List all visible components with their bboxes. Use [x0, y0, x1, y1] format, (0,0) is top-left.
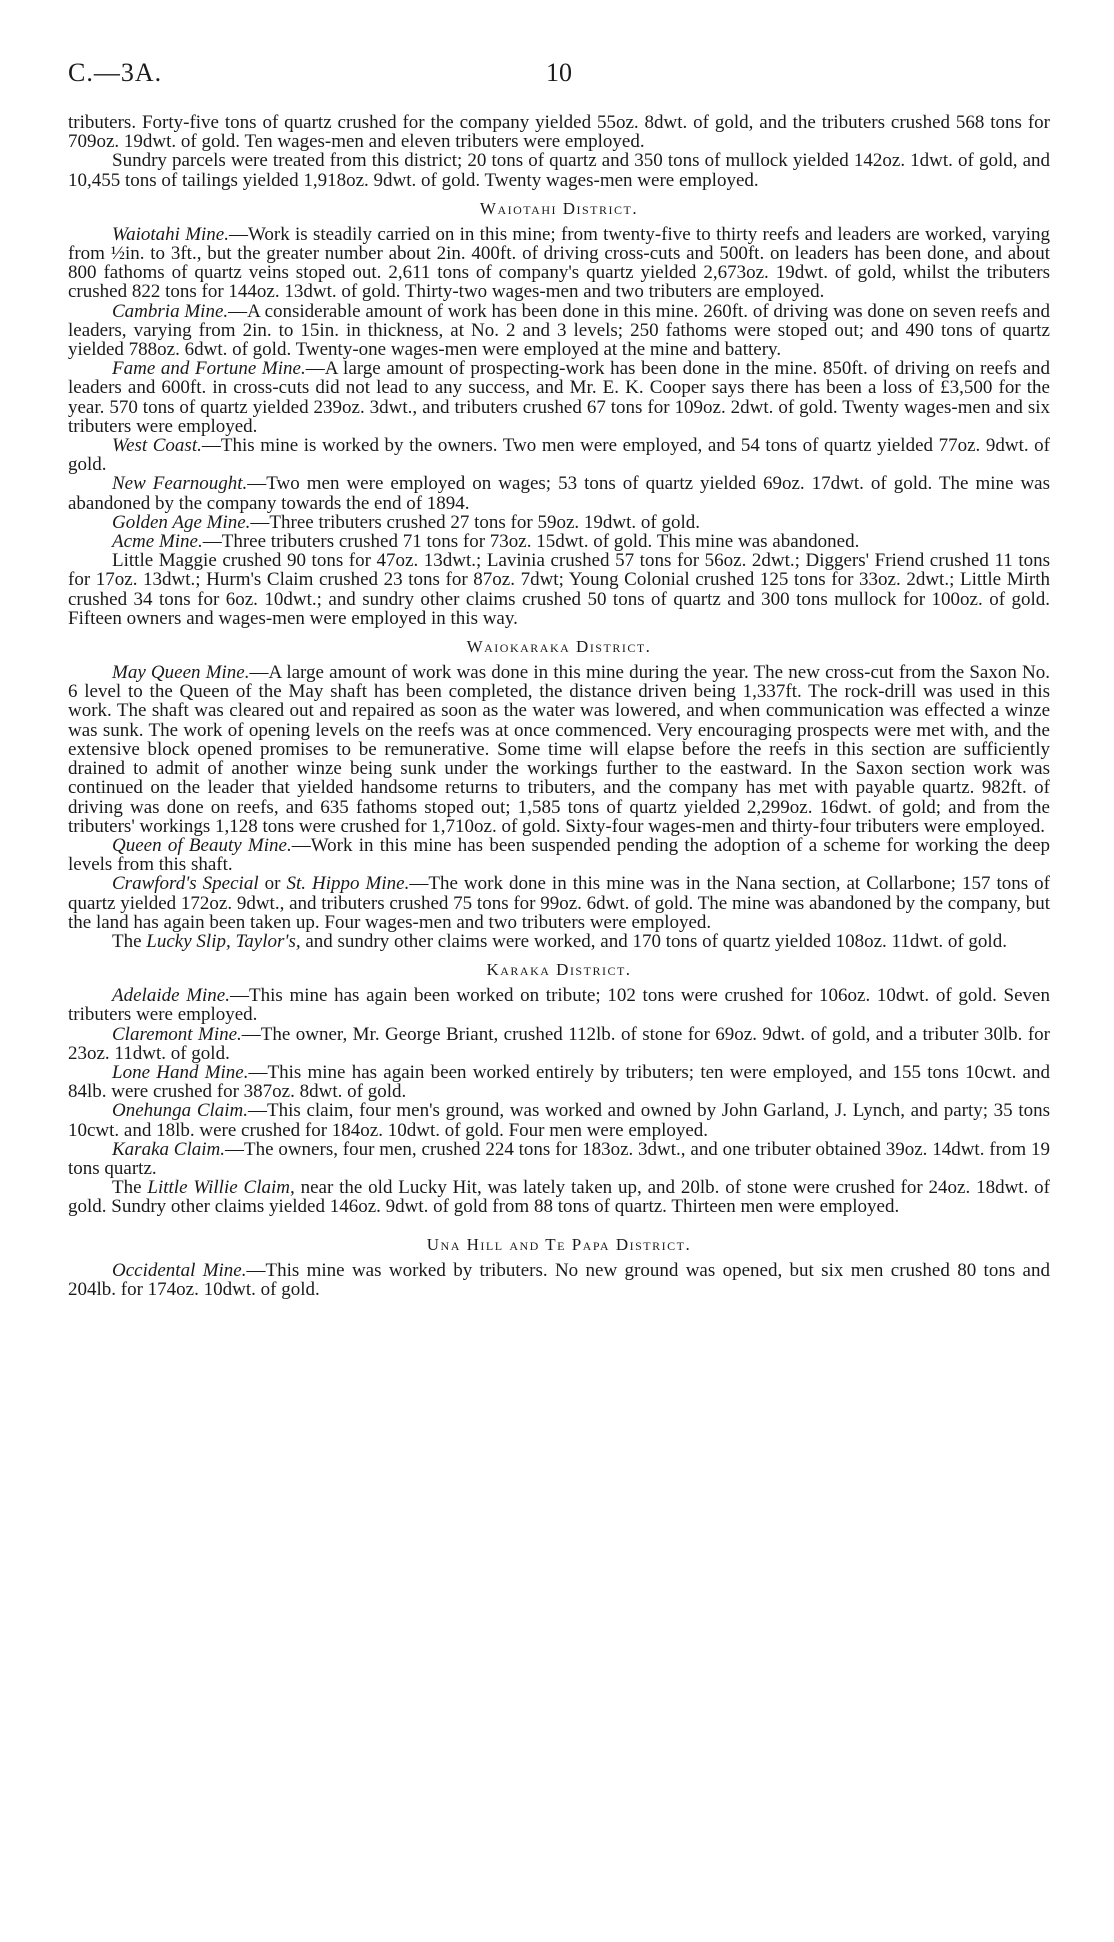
paragraph	[68, 1140, 1050, 1178]
section-heading: Waiotahi District.	[479, 198, 639, 218]
paragraph-text: —Work in this mine has been suspended pending the adoption of a scheme for working the deep levels from this shaft.	[68, 834, 1051, 876]
document-reference: C.—3A.	[68, 58, 163, 87]
paragraph	[68, 551, 1050, 628]
mine-name: Waiotahi Mine.	[112, 223, 229, 245]
paragraph	[68, 663, 1050, 836]
paragraph	[68, 359, 1050, 436]
paragraph	[68, 836, 1050, 874]
document-body	[68, 113, 1050, 1299]
mine-name: Cambria Mine.	[112, 300, 229, 322]
paragraph-text: and sundry other claims were worked, and 170 tons of quartz yielded 108oz. 11dwt. of gold.	[300, 930, 1007, 952]
paragraph	[68, 1025, 1050, 1063]
paragraph	[68, 1261, 1050, 1299]
paragraph-text: —This mine has again been worked on tribute; 102 tons were crushed for 106oz. 10dwt. of gold. Seven tributers were employed.	[68, 985, 1050, 1026]
paragraph-text: near the old Lucky Hit, was lately taken up, and 20lb. of stone were crushed for 24oz. 18dwt. of gold. Sundry other claims yielded 146oz. 9dwt. of gold from 88 tons of quartz. Thirteen men were employed.	[68, 1177, 1050, 1218]
paragraph	[68, 1063, 1050, 1101]
paragraph-text: —A large amount of work was done in this mine during the year. The new cross-cut from the Saxon No. 6 level to the Queen of the May shaft has been completed, the distance driven being 1,337ft. The rock-drill was used in this work. The shaft was cleared out and repaired as soon as the water was lowered, and when communication was effected a winze was sunk. The work of opening levels on the reefs was at once commenced. Very encouraging prospects were met with, and the extensive block opened promises to be remunerative. Some time will elapse before the reefs in this section are sufficiently drained to admit of another winze being sunk under the workings further to the eastward. In the Saxon section work was continued on the leader that yielded handsome returns to tributers, and the company has met with payable quartz. 982ft. of driving was done on reefs, and 635 fathoms stoped out; 1,585 tons of quartz yielded 2,299oz. 16dwt. of gold; and from the tributers' workings 1,128 tons were crushed for 1,710oz. of gold. Sixty-four wages-men and thirty-four tributers were employed.	[68, 662, 1051, 837]
paragraph-text: Little Maggie crushed 90 tons for 47oz. 13dwt.; Lavinia crushed 57 tons for 56oz. 2dwt.; Diggers' Friend crushed 11 tons for 17oz. 13dwt.; Hurm's Claim crushed 23 tons for 87oz. 7dwt; Young Colonial crushed 125 tons for 33oz. 2dwt.; Little Mirth crushed 34 tons for 6oz. 10dwt.; and sundry other claims crushed 50 tons of quartz and 300 tons mullock for 100oz. of gold. Fifteen owners and wages-men were employed in this way.	[68, 550, 1050, 629]
paragraph-text: —Two men were employed on wages; 53 tons of quartz yielded 69oz. 17dwt. of gold. The mine was abandoned by the company towards the end of 1894.	[68, 473, 1050, 514]
mine-name: West Coast.	[112, 435, 202, 457]
mine-name: Acme Mine.	[112, 531, 203, 553]
paragraph	[68, 1178, 1050, 1216]
paragraph	[68, 532, 1050, 551]
mine-name: Queen of Beauty Mine.	[112, 834, 292, 856]
mine-name: Onehunga Claim.	[112, 1100, 249, 1122]
mine-name: Karaka Claim.	[112, 1138, 225, 1160]
paragraph-text: —A large amount of prospecting-work has been done in the mine. 850ft. of driving on reefs and leaders and 600ft. in cross-cuts did not lead to any success, and Mr. E. K. Cooper says there has been a loss of £3,500 for the year. 570 tons of quartz yielded 239oz. 3dwt., and tributers crushed 67 tons for 109oz. 2dwt. of gold. Twenty wages-men and six tributers were employed.	[68, 358, 1051, 437]
paragraph-text: —This mine is worked by the owners. Two men were employed, and 54 tons of quartz yielded 77oz. 9dwt. of gold.	[68, 435, 1050, 476]
mine-name: New Fearnought.	[112, 473, 248, 495]
paragraph	[68, 225, 1050, 302]
paragraph	[68, 986, 1050, 1024]
paragraph-lead: The	[112, 1177, 148, 1199]
mine-name: Fame and Fortune Mine.	[112, 358, 306, 380]
paragraph-text: —This mine was worked by tributers. No new ground was opened, but six men crushed 80 tons and 204lb. for 174oz. 10dwt. of gold.	[68, 1259, 1050, 1300]
mine-name: Golden Age Mine.	[112, 511, 251, 533]
paragraph-text: —A considerable amount of work has been done in this mine. 260ft. of driving was done on seven reefs and leaders, varying from 2in. to 15in. in thickness, at No. 2 and 3 levels; 250 fathoms were stoped out; and 490 tons of quartz yielded 788oz. 6dwt. of gold. Twenty-one wages-men were employed at the mine and battery.	[68, 300, 1050, 361]
section-heading: Karaka District.	[486, 960, 632, 980]
page-header	[68, 58, 1050, 94]
paragraph	[68, 302, 1050, 360]
paragraph-text: —The work done in this mine was in the Nana section, at Collarbone; 157 tons of quartz yielded 172oz. 9dwt., and tributers crushed 75 tons for 99oz. 6dwt. of gold. The mine was abandoned by the company, but the land has again been taken up. Four wages-men and two tributers were employed.	[68, 873, 1050, 933]
paragraph-text: —This claim, four men's ground, was worked and owned by John Garland, J. Lynch, and party; 35 tons 10cwt. and 18lb. were crushed for 184oz. 10dwt. of gold. Four men were employed.	[68, 1100, 1051, 1141]
paragraph	[68, 874, 1050, 932]
paragraph	[68, 513, 1050, 532]
mine-name: Lucky Slip, Taylor's,	[146, 930, 301, 952]
paragraph-text: —Three tributers crushed 71 tons for 73oz. 15dwt. of gold. This mine was abandoned.	[202, 531, 860, 553]
mine-name: Little Willie Claim,	[147, 1177, 295, 1199]
paragraph-text: Sundry parcels were treated from this district; 20 tons of quartz and 350 tons of mullock yielded 142oz. 1dwt. of gold, and 10,455 tons of tailings yielded 1,918oz. 9dwt. of gold. Twenty wages-men were employed.	[68, 150, 1050, 191]
section-heading: Waiokaraka District.	[466, 637, 652, 657]
mine-name: Lone Hand Mine.	[112, 1061, 249, 1083]
paragraph-connector: or	[258, 873, 287, 895]
paragraph-text: —The owners, four men, crushed 224 tons for 183oz. 3dwt., and one tributer obtained 39oz. 14dwt. from 19 tons quartz.	[68, 1138, 1050, 1179]
mine-name: Claremont Mine.	[112, 1023, 242, 1045]
paragraph-lead: The	[112, 930, 147, 952]
paragraph	[68, 932, 1050, 951]
paragraph	[68, 113, 1050, 151]
paragraph	[68, 436, 1050, 474]
paragraph	[68, 151, 1050, 189]
mine-name: Occidental Mine.	[112, 1259, 247, 1281]
paragraph	[68, 1101, 1050, 1139]
paragraph-text: —The owner, Mr. George Briant, crushed 112lb. of stone for 69oz. 9dwt. of gold, and a tributer 30lb. for 23oz. 11dwt. of gold.	[68, 1023, 1050, 1064]
mine-name: Crawford's Special	[112, 873, 259, 895]
paragraph	[68, 474, 1050, 512]
mine-name: St. Hippo Mine.	[286, 873, 410, 895]
paragraph-text: —Work is steadily carried on in this mine; from twenty-five to thirty reefs and leaders are worked, varying from ½in. to 3ft., but the greater number about 2in. 400ft. of driving cross-cuts and 500ft. on leaders has been done, and about 800 fathoms of quartz veins stoped out. 2,611 tons of company's quartz yielded 2,673oz. 19dwt. of gold, whilst the tributers crushed 822 tons for 144oz. 13dwt. of gold. Thirty-two wages-men and two tributers are employed.	[68, 223, 1050, 303]
section-heading: Una Hill and Te Papa District.	[426, 1234, 692, 1254]
paragraph-text: tributers. Forty-five tons of quartz crushed for the company yielded 55oz. 8dwt. of gold, and the tributers crushed 568 tons for 709oz. 19dwt. of gold. Ten wages-men and eleven tributers were employed.	[68, 112, 1050, 153]
mine-name: May Queen Mine.	[112, 662, 250, 684]
mine-name: Adelaide Mine.	[112, 985, 230, 1007]
page-number: 10	[546, 58, 572, 87]
paragraph-text: —This mine has again been worked entirely by tributers; ten were employed, and 155 tons 10cwt. and 84lb. were crushed for 387oz. 8dwt. of gold.	[68, 1061, 1050, 1103]
paragraph-text: —Three tributers crushed 27 tons for 59oz. 19dwt. of gold.	[250, 511, 700, 533]
